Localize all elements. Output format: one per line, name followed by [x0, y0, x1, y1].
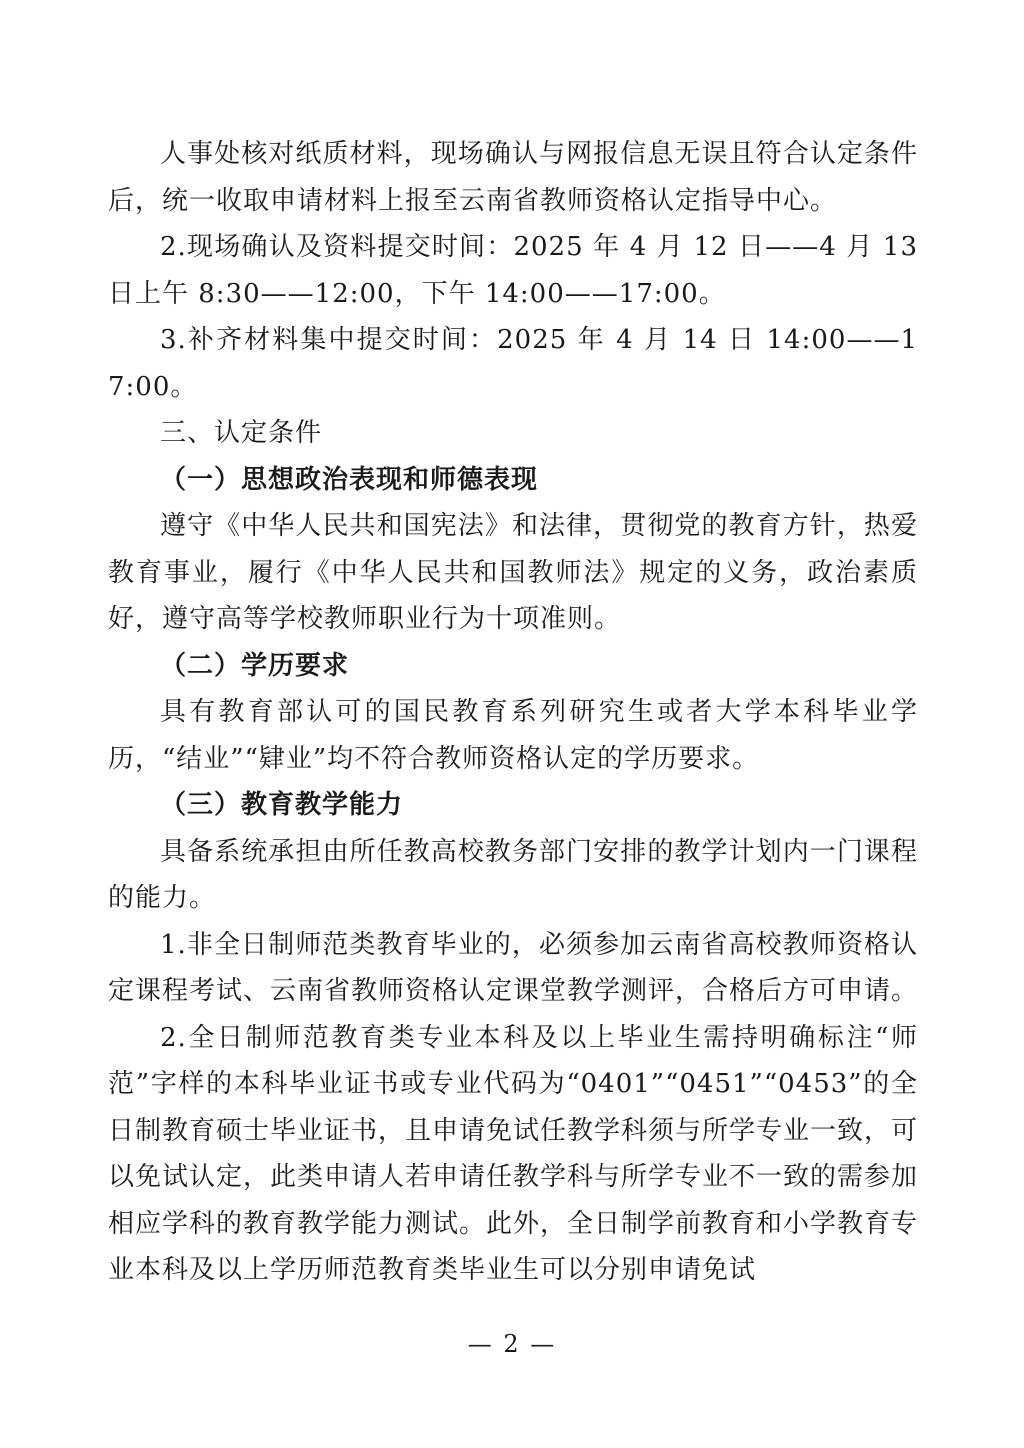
paragraph-teaching-ability: 具备系统承担由所任教高校教务部门安排的教学计划内一门课程的能力。	[108, 836, 918, 913]
subheading-education-requirement: （二）学历要求	[160, 650, 350, 681]
paragraph-confirmation-time: 2.现场确认及资料提交时间：2025 年 4 月 12 日——4 月 13 日上午 8:30——12:00，下午 14:00——17:00。	[108, 232, 918, 309]
paragraph-material-verification: 人事处核对纸质材料，现场确认与网报信息无误且符合认定条件后，统一收取申请材料上报至云南省教师资格认定指导中心。	[108, 139, 918, 216]
section-heading-conditions: 三、认定条件	[160, 418, 323, 448]
paragraph-supplement-time: 3.补齐材料集中提交时间：2025 年 4 月 14 日 14:00——17:00。	[108, 325, 918, 402]
page-number: — 2 —	[467, 1330, 557, 1358]
subheading-teaching-ability: （三）教育教学能力	[160, 790, 404, 820]
paragraph-political-performance: 遵守《中华人民共和国宪法》和法律，贯彻党的教育方针，热爱教育事业，履行《中华人民共和国教师法》规定的义务，政治素质好，遵守高等学校教师职业行为十项准则。	[108, 511, 918, 634]
document-body	[108, 131, 918, 1294]
paragraph-fulltime-exemption: 2.全日制师范教育类专业本科及以上毕业生需持明确标注“师范”字样的本科毕业证书或专业代码为“0401”“0451”“0453”的全日制教育硕士毕业证书，且申请免试任教学科须与所学专业一致，可以免试认定，此类申请人若申请任教学科与所学专业不一致的需参加相应学科的教育教学能力测试。此外，全日制学前教育和小学教育专业本科及以上学历师范教育类毕业生可以分别申请免试	[108, 1022, 919, 1285]
paragraph-non-fulltime-requirement: 1.非全日制师范类教育毕业的，必须参加云南省高校教师资格认定课程考试、云南省教师资格认定课堂教学测评，合格后方可申请。	[108, 929, 919, 1006]
subheading-political-performance: （一）思想政治表现和师德表现	[160, 464, 539, 495]
paragraph-education-requirement: 具有教育部认可的国民教育系列研究生或者大学本科毕业学历，“结业”“肄业”均不符合教师资格认定的学历要求。	[108, 697, 918, 774]
